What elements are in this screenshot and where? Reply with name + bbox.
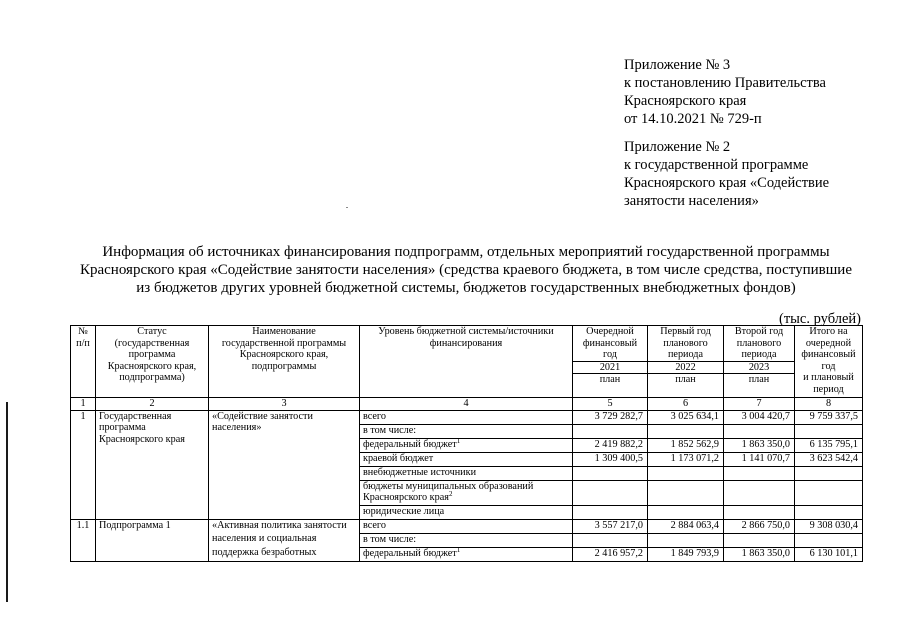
value-2021 (573, 424, 648, 438)
value-2021: 1 309 400,5 (573, 452, 648, 466)
row-number: 1 (71, 410, 96, 519)
value-total (795, 505, 863, 519)
appendix-1-block (624, 56, 894, 128)
row-program-name: «Активная политика занятости (209, 519, 360, 533)
header-total: Итого на очередной финансовый год и плановый период (795, 326, 863, 398)
row-level: всего (360, 519, 573, 533)
col-number: 4 (360, 398, 573, 411)
title-line: из бюджетов других уровней бюджетной системы, бюджетов государственных внебюджетных фондов) (136, 280, 796, 296)
row-status-cont (96, 547, 209, 561)
value-2021 (573, 533, 648, 547)
value-2022: 1 849 793,9 (648, 547, 724, 561)
column-numbers-row (71, 398, 863, 411)
title-line: Информация об источниках финансирования подпрограмм, отдельных мероприятий государственной программы (102, 244, 830, 260)
row-level-text: Красноярского края (363, 492, 449, 503)
row-number-cont (71, 547, 96, 561)
value-2021 (573, 480, 648, 505)
row-status: Подпрограмма 1 (96, 519, 209, 533)
value-2023: 3 004 420,7 (724, 410, 795, 424)
value-total (795, 533, 863, 547)
value-2022: 1 173 071,2 (648, 452, 724, 466)
year-2022: 2022 (648, 361, 724, 374)
row-level-text-wrap (363, 492, 569, 504)
header-num: № п/п (71, 326, 96, 398)
appendix-1-line: к постановлению Правительства (624, 75, 826, 91)
row-status-cont (96, 533, 209, 547)
row-program-name: «Содействие занятости населения» (209, 410, 360, 519)
header-year3: Второй год планового периода (724, 326, 795, 362)
appendix-1-line: Красноярского края (624, 93, 747, 109)
value-2023 (724, 424, 795, 438)
year-2021: 2021 (573, 361, 648, 374)
header-year2: Первый год планового периода (648, 326, 724, 362)
header-year1: Очередной финансовый год (573, 326, 648, 362)
value-total: 9 308 030,4 (795, 519, 863, 533)
value-2022 (648, 424, 724, 438)
appendix-2-block (624, 138, 894, 210)
value-2023 (724, 480, 795, 505)
value-2023: 1 863 350,0 (724, 438, 795, 452)
col-number: 5 (573, 398, 648, 411)
value-2022 (648, 480, 724, 505)
row-level (360, 547, 573, 561)
row-level: краевой бюджет (360, 452, 573, 466)
col-number: 1 (71, 398, 96, 411)
col-number: 7 (724, 398, 795, 411)
value-2023 (724, 533, 795, 547)
appendix-2-line: Красноярского края «Содействие (624, 175, 830, 191)
plan-label: план (724, 374, 795, 398)
row-number: 1.1 (71, 519, 96, 533)
value-total (795, 480, 863, 505)
value-2022 (648, 505, 724, 519)
table-row (71, 547, 863, 561)
value-2023: 1 141 070,7 (724, 452, 795, 466)
value-2021: 3 557 217,0 (573, 519, 648, 533)
value-2023 (724, 505, 795, 519)
plan-label: план (648, 374, 724, 398)
value-2021 (573, 466, 648, 480)
row-status: Государственная программа Красноярского края (96, 410, 209, 519)
value-2022: 1 852 562,9 (648, 438, 724, 452)
value-total (795, 466, 863, 480)
value-2022 (648, 466, 724, 480)
row-level: в том числе: (360, 533, 573, 547)
value-2022: 2 884 063,4 (648, 519, 724, 533)
financing-table (70, 325, 863, 562)
row-level: юридические лица (360, 505, 573, 519)
row-level (360, 480, 573, 505)
value-total: 9 759 337,5 (795, 410, 863, 424)
footnote-mark: 1 (456, 547, 461, 554)
value-total: 6 130 101,1 (795, 547, 863, 561)
row-level: всего (360, 410, 573, 424)
header-row (71, 326, 863, 362)
appendix-2-line: занятости населения» (624, 193, 759, 209)
footnote-mark: 2 (448, 490, 453, 498)
row-level: в том числе: (360, 424, 573, 438)
col-number: 6 (648, 398, 724, 411)
col-number: 2 (96, 398, 209, 411)
row-number-cont (71, 533, 96, 547)
value-2021: 2 416 957,2 (573, 547, 648, 561)
table-row (71, 519, 863, 533)
header-level: Уровень бюджетной системы/источники финансирования (360, 326, 573, 398)
value-2021 (573, 505, 648, 519)
table-row (71, 533, 863, 547)
row-program-name: населения и социальная (209, 533, 360, 547)
table-row (71, 410, 863, 424)
scan-edge-mark (6, 402, 8, 602)
value-2023: 1 863 350,0 (724, 547, 795, 561)
title-line: Красноярского края «Содействие занятости населения» (средства краевого бюджета, в том числе средства, поступившие (79, 262, 852, 278)
appendix-2-line: Приложение № 2 (624, 139, 731, 155)
appendix-1-line: от 14.10.2021 № 729-п (624, 111, 762, 127)
footnote-mark: 1 (456, 438, 461, 445)
year-2023: 2023 (724, 361, 795, 374)
row-level-text: бюджеты муниципальных образований (363, 480, 534, 492)
row-level-text: федеральный бюджет (363, 547, 457, 559)
value-2022 (648, 533, 724, 547)
value-2022: 3 025 634,1 (648, 410, 724, 424)
value-total: 6 135 795,1 (795, 438, 863, 452)
value-total: 3 623 542,4 (795, 452, 863, 466)
row-level (360, 438, 573, 452)
value-2021: 3 729 282,7 (573, 410, 648, 424)
row-level-text: федеральный бюджет (363, 438, 457, 450)
value-2023: 2 866 750,0 (724, 519, 795, 533)
value-2023 (724, 466, 795, 480)
header-name: Наименование государственной программы Красноярского края, подпрограммы (209, 326, 360, 398)
appendix-1-line: Приложение № 3 (624, 57, 731, 73)
appendix-2-line: к государственной программе (624, 157, 809, 173)
plan-label: план (573, 374, 648, 398)
header-status: Статус (государственная программа Красноярского края, подпрограмма) (96, 326, 209, 398)
col-number: 8 (795, 398, 863, 411)
value-total (795, 424, 863, 438)
col-number: 3 (209, 398, 360, 411)
document-title (66, 243, 866, 297)
value-2021: 2 419 882,2 (573, 438, 648, 452)
scan-dot (346, 207, 348, 208)
units-label: (тыс. рублей) (779, 311, 861, 327)
row-level: внебюджетные источники (360, 466, 573, 480)
row-program-name: поддержка безработных (209, 547, 360, 561)
